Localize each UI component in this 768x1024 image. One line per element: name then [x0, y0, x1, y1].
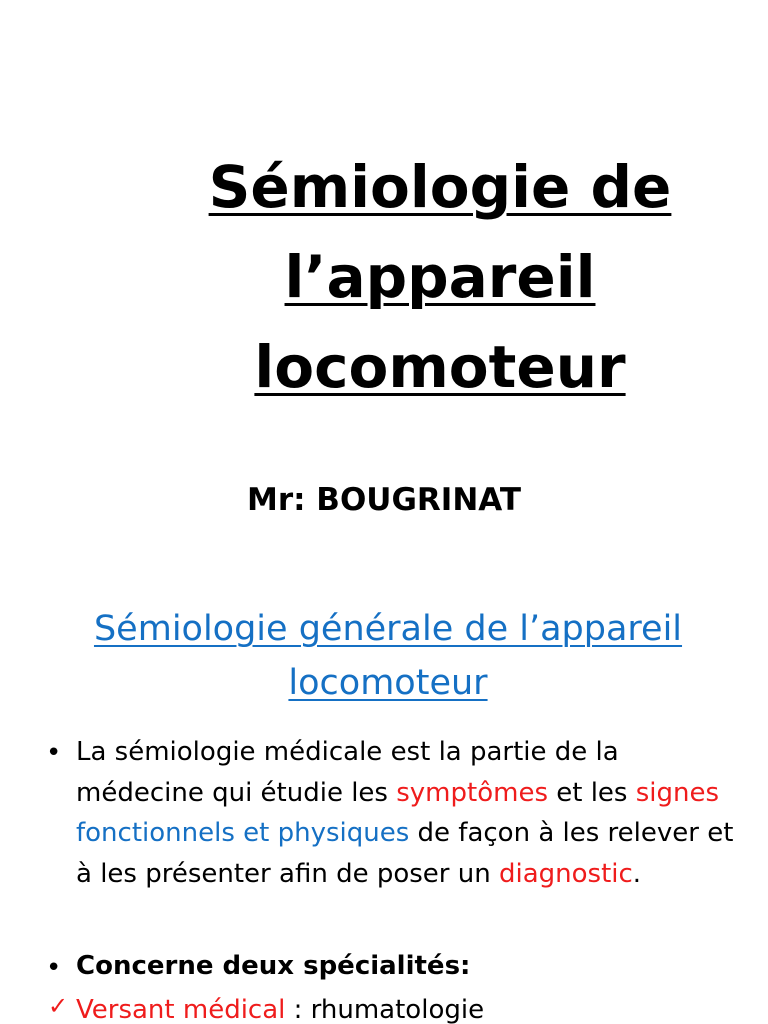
specialties-paragraph: Concerne deux spécialités:: [76, 951, 471, 981]
para-symptomes: symptômes: [396, 777, 548, 808]
check-item-rest: : rhumatologie: [285, 995, 485, 1024]
para-text-1: La sémiologie médicale est la partie de la médecine qui étudie les: [76, 737, 619, 808]
bullet-dot-icon: •: [46, 738, 62, 768]
para-text-7: de façon à les relever et à les présenter afin de poser un: [76, 818, 734, 889]
para-text-9: .: [632, 858, 642, 889]
checkmark-icon: ✓: [48, 992, 69, 1020]
check-item: [76, 990, 736, 1024]
document-title: [190, 142, 690, 412]
para-diagnostic: diagnostic: [498, 858, 633, 889]
title-line-3: locomoteur: [254, 333, 626, 401]
author-text: Mr: BOUGRINAT: [246, 482, 521, 518]
bullet-dot-icon: •: [46, 953, 62, 983]
para-fonctionnels: fonctionnels et physiques: [76, 818, 410, 848]
section-heading-line-2: locomoteur: [288, 663, 488, 703]
para-text-3: et les: [547, 777, 636, 808]
author-name: [0, 482, 768, 518]
para-signes: signes: [635, 777, 720, 808]
definition-paragraph: [76, 732, 736, 894]
title-line-2: l’appareil: [284, 243, 596, 311]
section-heading-line-1: Sémiologie générale de l’appareil: [93, 609, 683, 649]
title-line-1: Sémiologie de: [208, 153, 672, 221]
section-heading: [30, 602, 746, 710]
check-item-label: Versant médical: [76, 995, 286, 1024]
